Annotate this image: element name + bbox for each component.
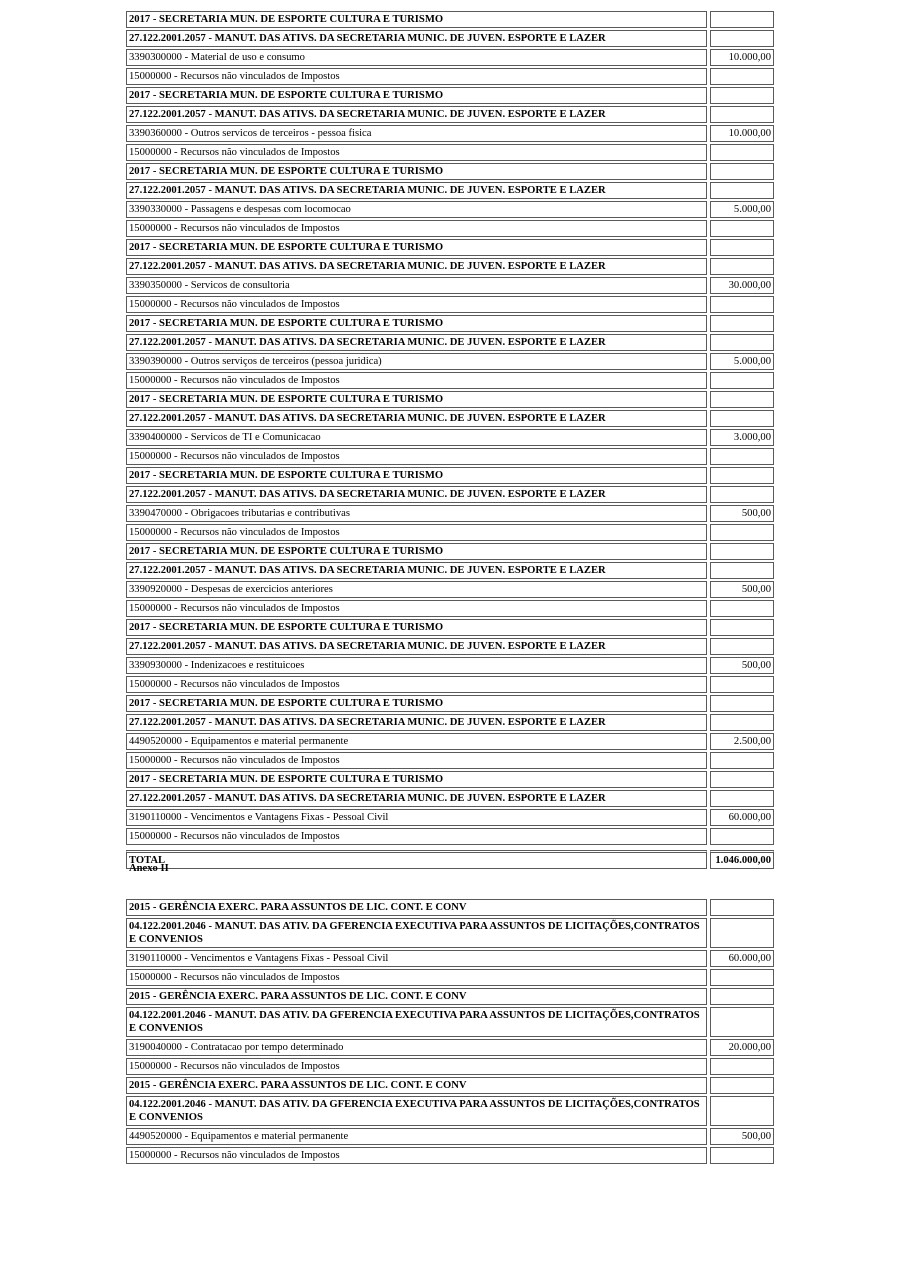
table-row [126,429,774,446]
table-row [126,657,774,674]
table-row [126,1077,774,1094]
row-description: 15000000 - Recursos não vinculados de Impostos [126,1058,707,1075]
table-row [126,714,774,731]
table-row [126,391,774,408]
row-amount [710,771,774,788]
row-description: 27.122.2001.2057 - MANUT. DAS ATIVS. DA SECRETARIA MUNIC. DE JUVEN. ESPORTE E LAZER [126,638,707,655]
table-row [126,258,774,275]
row-amount [710,1007,774,1037]
table-row [126,752,774,769]
row-amount: 10.000,00 [710,49,774,66]
row-amount [710,163,774,180]
table-row [126,163,774,180]
row-description: 27.122.2001.2057 - MANUT. DAS ATIVS. DA SECRETARIA MUNIC. DE JUVEN. ESPORTE E LAZER [126,334,707,351]
row-amount [710,790,774,807]
row-description: 27.122.2001.2057 - MANUT. DAS ATIVS. DA SECRETARIA MUNIC. DE JUVEN. ESPORTE E LAZER [126,106,707,123]
row-description: 15000000 - Recursos não vinculados de Impostos [126,969,707,986]
row-amount [710,30,774,47]
row-amount [710,467,774,484]
row-description: 27.122.2001.2057 - MANUT. DAS ATIVS. DA SECRETARIA MUNIC. DE JUVEN. ESPORTE E LAZER [126,410,707,427]
table-row [126,277,774,294]
row-amount [710,144,774,161]
row-amount [710,600,774,617]
row-amount [710,969,774,986]
row-amount [710,714,774,731]
row-description: 27.122.2001.2057 - MANUT. DAS ATIVS. DA SECRETARIA MUNIC. DE JUVEN. ESPORTE E LAZER [126,562,707,579]
table-row [126,87,774,104]
row-description: 3390350000 - Servicos de consultoria [126,277,707,294]
row-description: 15000000 - Recursos não vinculados de Impostos [126,144,707,161]
table-row [126,68,774,85]
table-row [126,239,774,256]
table-row [126,828,774,845]
table-row [126,125,774,142]
table-row [126,600,774,617]
table-row [126,809,774,826]
row-amount [710,410,774,427]
row-amount [710,68,774,85]
row-description: 2017 - SECRETARIA MUN. DE ESPORTE CULTURA E TURISMO [126,467,707,484]
row-description: 15000000 - Recursos não vinculados de Impostos [126,296,707,313]
row-description: 2015 - GERÊNCIA EXERC. PARA ASSUNTOS DE LIC. CONT. E CONV [126,1077,707,1094]
row-description: 3190040000 - Contratacao por tempo determinado [126,1039,707,1056]
table-row [126,372,774,389]
table-row [126,410,774,427]
row-amount: 500,00 [710,657,774,674]
row-description: 15000000 - Recursos não vinculados de Impostos [126,448,707,465]
row-description: 27.122.2001.2057 - MANUT. DAS ATIVS. DA SECRETARIA MUNIC. DE JUVEN. ESPORTE E LAZER [126,486,707,503]
table-row [126,524,774,541]
table-row [126,950,774,967]
row-description: 3390300000 - Material de uso e consumo [126,49,707,66]
row-amount [710,524,774,541]
table-row [126,1096,774,1126]
table-row [126,581,774,598]
row-description: 2017 - SECRETARIA MUN. DE ESPORTE CULTURA E TURISMO [126,391,707,408]
table-row [126,1147,774,1164]
table-row [126,1007,774,1037]
table-row [126,353,774,370]
row-amount [710,334,774,351]
budget-table-annex-2 [126,899,774,1166]
table-row [126,899,774,916]
row-amount [710,220,774,237]
row-amount [710,239,774,256]
row-description: 2017 - SECRETARIA MUN. DE ESPORTE CULTURA E TURISMO [126,695,707,712]
table-row [126,676,774,693]
row-amount [710,752,774,769]
row-description: 3190110000 - Vencimentos e Vantagens Fixas - Pessoal Civil [126,809,707,826]
row-amount [710,448,774,465]
row-amount: 5.000,00 [710,353,774,370]
row-amount: 20.000,00 [710,1039,774,1056]
row-description: 15000000 - Recursos não vinculados de Impostos [126,828,707,845]
row-description: 2015 - GERÊNCIA EXERC. PARA ASSUNTOS DE LIC. CONT. E CONV [126,899,707,916]
row-description: 2017 - SECRETARIA MUN. DE ESPORTE CULTURA E TURISMO [126,11,707,28]
table-row [126,296,774,313]
row-description: 3390390000 - Outros serviços de terceiros (pessoa juridica) [126,353,707,370]
table-row [126,505,774,522]
table-row [126,49,774,66]
row-description: 15000000 - Recursos não vinculados de Impostos [126,600,707,617]
table-row [126,448,774,465]
row-amount [710,106,774,123]
table-row [126,771,774,788]
row-amount [710,486,774,503]
row-description: 15000000 - Recursos não vinculados de Impostos [126,372,707,389]
row-description: 15000000 - Recursos não vinculados de Impostos [126,676,707,693]
row-description: 27.122.2001.2057 - MANUT. DAS ATIVS. DA SECRETARIA MUNIC. DE JUVEN. ESPORTE E LAZER [126,714,707,731]
row-description: 3190110000 - Vencimentos e Vantagens Fixas - Pessoal Civil [126,950,707,967]
table-row [126,467,774,484]
row-description: 3390360000 - Outros servicos de terceiros - pessoa fisica [126,125,707,142]
row-amount [710,562,774,579]
table-row [126,182,774,199]
annex-title: Anexo II [129,863,169,874]
row-amount [710,619,774,636]
row-amount [710,828,774,845]
row-amount [710,372,774,389]
row-amount [710,87,774,104]
total-value: 1.046.000,00 [710,850,774,869]
row-description: 15000000 - Recursos não vinculados de Impostos [126,752,707,769]
table-row [126,201,774,218]
row-amount [710,543,774,560]
row-description: 15000000 - Recursos não vinculados de Impostos [126,1147,707,1164]
row-description: 15000000 - Recursos não vinculados de Impostos [126,68,707,85]
row-description: 3390330000 - Passagens e despesas com locomocao [126,201,707,218]
table-row [126,11,774,28]
row-amount [710,918,774,948]
table-row [126,315,774,332]
row-description: 27.122.2001.2057 - MANUT. DAS ATIVS. DA SECRETARIA MUNIC. DE JUVEN. ESPORTE E LAZER [126,182,707,199]
row-amount [710,11,774,28]
row-amount [710,638,774,655]
row-description: 2017 - SECRETARIA MUN. DE ESPORTE CULTURA E TURISMO [126,163,707,180]
table-row [126,144,774,161]
row-amount: 500,00 [710,581,774,598]
row-amount [710,182,774,199]
row-amount [710,315,774,332]
row-amount: 60.000,00 [710,950,774,967]
row-description: 27.122.2001.2057 - MANUT. DAS ATIVS. DA SECRETARIA MUNIC. DE JUVEN. ESPORTE E LAZER [126,790,707,807]
table-row [126,1039,774,1056]
table-row [126,106,774,123]
row-description: 4490520000 - Equipamentos e material permanente [126,1128,707,1145]
budget-table-annex-1 [126,11,774,871]
row-description: 27.122.2001.2057 - MANUT. DAS ATIVS. DA SECRETARIA MUNIC. DE JUVEN. ESPORTE E LAZER [126,258,707,275]
row-amount: 2.500,00 [710,733,774,750]
table-row [126,695,774,712]
row-description: 2017 - SECRETARIA MUN. DE ESPORTE CULTURA E TURISMO [126,619,707,636]
total-label: TOTAL [126,850,707,869]
table-row [126,562,774,579]
table-row [126,918,774,948]
table-row [126,988,774,1005]
row-description: 2017 - SECRETARIA MUN. DE ESPORTE CULTURA E TURISMO [126,239,707,256]
row-amount: 500,00 [710,1128,774,1145]
row-amount [710,695,774,712]
row-amount [710,1096,774,1126]
table-row [126,638,774,655]
row-amount [710,391,774,408]
table-row [126,790,774,807]
row-amount [710,258,774,275]
row-amount: 500,00 [710,505,774,522]
table-row [126,619,774,636]
row-amount [710,296,774,313]
row-amount [710,1147,774,1164]
table-row [126,30,774,47]
table-row [126,220,774,237]
table-row [126,1058,774,1075]
row-amount [710,988,774,1005]
row-description: 2017 - SECRETARIA MUN. DE ESPORTE CULTURA E TURISMO [126,543,707,560]
table-row [126,486,774,503]
row-description: 27.122.2001.2057 - MANUT. DAS ATIVS. DA SECRETARIA MUNIC. DE JUVEN. ESPORTE E LAZER [126,30,707,47]
row-description: 3390400000 - Servicos de TI e Comunicacao [126,429,707,446]
row-description: 3390930000 - Indenizacoes e restituicoes [126,657,707,674]
row-description: 3390470000 - Obrigacoes tributarias e contributivas [126,505,707,522]
row-amount [710,1058,774,1075]
row-description: 15000000 - Recursos não vinculados de Impostos [126,524,707,541]
row-amount: 30.000,00 [710,277,774,294]
row-description: 2017 - SECRETARIA MUN. DE ESPORTE CULTURA E TURISMO [126,87,707,104]
row-description: 3390920000 - Despesas de exercicios anteriores [126,581,707,598]
row-description: 2017 - SECRETARIA MUN. DE ESPORTE CULTURA E TURISMO [126,315,707,332]
row-description: 2015 - GERÊNCIA EXERC. PARA ASSUNTOS DE LIC. CONT. E CONV [126,988,707,1005]
table-row [126,1128,774,1145]
row-description: 2017 - SECRETARIA MUN. DE ESPORTE CULTURA E TURISMO [126,771,707,788]
row-amount [710,676,774,693]
total-row [126,850,774,869]
row-amount: 3.000,00 [710,429,774,446]
row-description: 4490520000 - Equipamentos e material permanente [126,733,707,750]
table-row [126,733,774,750]
row-amount [710,899,774,916]
row-description: 15000000 - Recursos não vinculados de Impostos [126,220,707,237]
table-row [126,334,774,351]
row-amount: 5.000,00 [710,201,774,218]
row-amount: 10.000,00 [710,125,774,142]
row-description: 04.122.2001.2046 - MANUT. DAS ATIV. DA GFERENCIA EXECUTIVA PARA ASSUNTOS DE LICITAÇÕES,CONTRATOS E CONVENIOS [126,1096,707,1126]
row-amount: 60.000,00 [710,809,774,826]
table-row [126,543,774,560]
table-row [126,969,774,986]
row-description: 04.122.2001.2046 - MANUT. DAS ATIV. DA GFERENCIA EXECUTIVA PARA ASSUNTOS DE LICITAÇÕES,CONTRATOS E CONVENIOS [126,918,707,948]
row-amount [710,1077,774,1094]
row-description: 04.122.2001.2046 - MANUT. DAS ATIV. DA GFERENCIA EXECUTIVA PARA ASSUNTOS DE LICITAÇÕES,CONTRATOS E CONVENIOS [126,1007,707,1037]
